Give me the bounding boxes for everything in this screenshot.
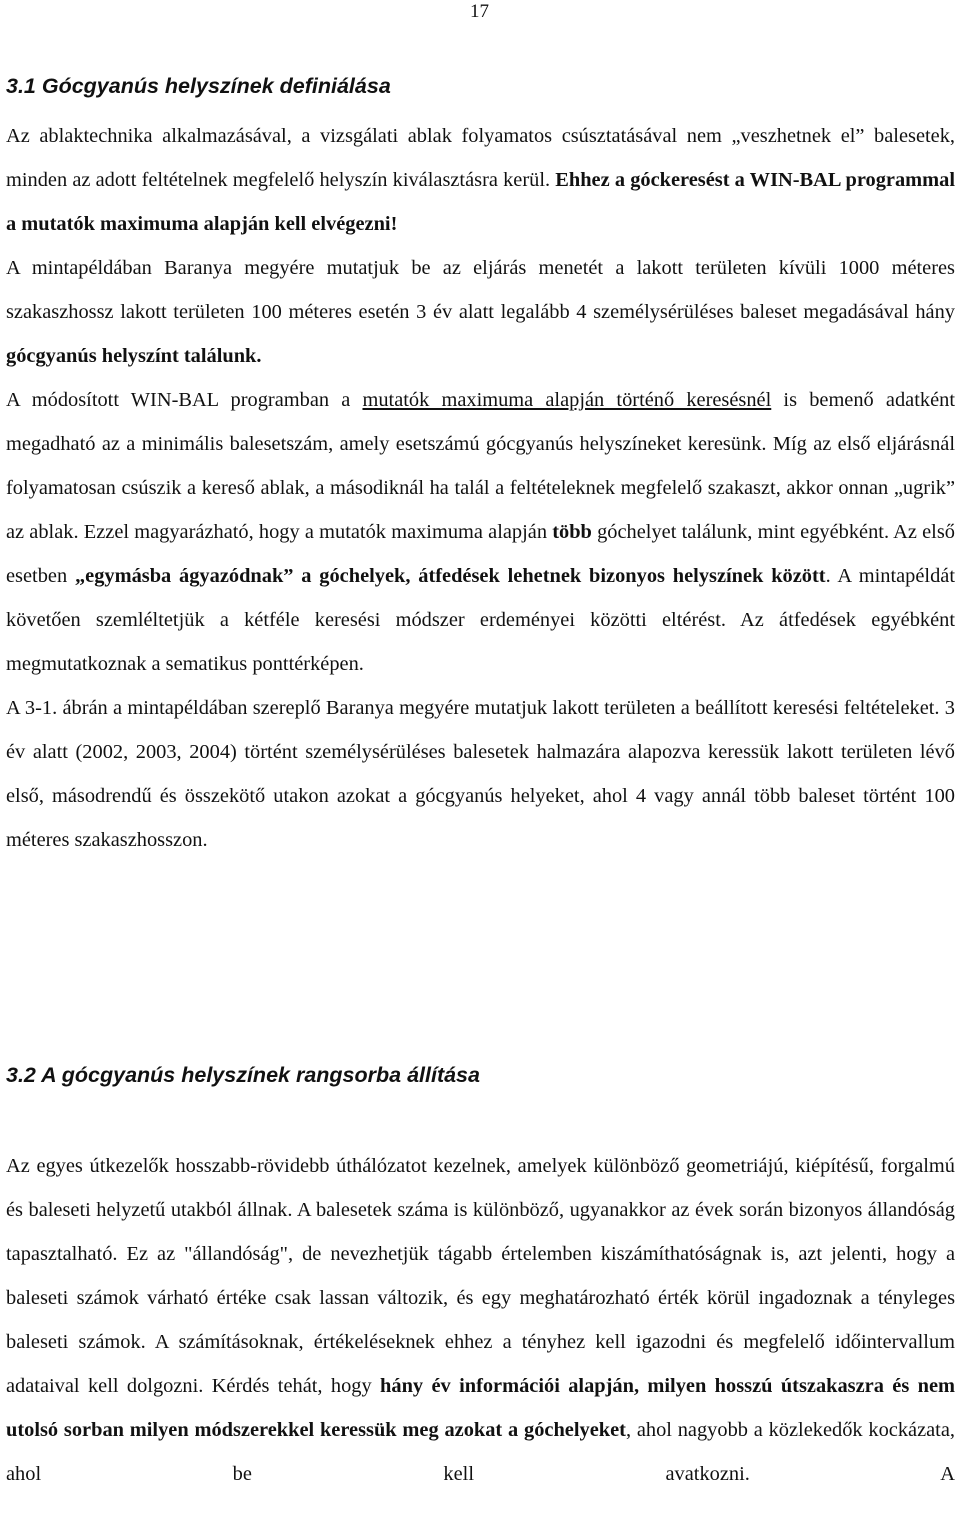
bold-word: több: [552, 521, 592, 543]
paragraph-example: [6, 246, 955, 378]
paragraph-text: . A mintapéldát követően szemléltetjük a kétféle keresési módszer erdeményei közötti eltérést. Az átfedések egyébként megmutatkoznak a sematikus ponttérképen.: [6, 565, 955, 675]
paragraph-text: Az ablaktechnika alkalmazásával, a vizsgálati ablak folyamatos csúsztatásával nem „veszhetnek el” balesetek, minden az adott feltételnek megfelelő helyszín kiválasztásra kerül.: [6, 125, 955, 191]
paragraph-text: góchelyet találunk, mint egyébként. Az első esetben: [6, 521, 955, 587]
bold-phrase: gócgyanús helyszínt találunk.: [6, 345, 262, 367]
section-3-1-body: [6, 114, 955, 862]
bold-phrase: hány év információi alapján, milyen hosszú útszakaszra és nem utolsó sorban milyen módszerekkel keressük meg azokat a góchelyeket: [6, 1375, 955, 1441]
paragraph-figure-reference: A 3-1. ábrán a mintapéldában szereplő Baranya megyére mutatjuk lakott területen a beállított keresési feltételeket. 3 év alatt (2002, 2003, 2004) történt személysérüléses balesetek halmazára alapozva keressük lakott területen lévő első, másodrendű és összekötő utakon azokat a gócgyanús helyeket, ahol 4 vagy annál több baleset történt 100 méteres szakaszhosszon.: [6, 697, 955, 851]
paragraph-road-managers: [6, 1144, 955, 1496]
paragraph-window-technique: [6, 114, 955, 246]
paragraph-text: Az egyes útkezelők hosszabb-rövidebb úthálózatot kezelnek, amelyek különböző geometriájú, kiépítésű, forgalmú és baleseti helyzetű utakból állnak. A balesetek száma is különböző, ugyanakkor az évek során bizonyos állandóság tapasztalható. Ez az "állandóság", de nevezhetjük tágabb értelemben kiszámíthatóságnak is, azt jelenti, hogy a baleseti számok várható értéke csak lassan változik, és egy meghatározható érték körül ingadoznak a tényleges baleseti számok. A számításoknak, értékeléseknek ehhez a tényhez kell igazodni és megfelelő időintervallum adataival kell dolgozni. Kérdés tehát, hogy: [6, 1155, 955, 1397]
bold-phrase: „egymásba ágyazódnak” a góchelyek, átfedések lehetnek bizonyos helyszínek között: [74, 565, 826, 587]
paragraph-text: A mintapéldában Baranya megyére mutatjuk be az eljárás menetét a lakott területen kívüli 1000 méteres szakaszhossz lakott területen 100 méteres esetén 3 év alatt legalább 4 személysérüléses baleset megadásával hány: [6, 257, 955, 323]
page-number: 17: [470, 1, 489, 22]
section-heading-3-1: 3.1 Gócgyanús helyszínek definiálása: [6, 74, 391, 98]
bold-instruction: Ehhez a góckeresést a WIN-BAL programmal a mutatók maximuma alapján kell elvégezni!: [6, 169, 955, 235]
paragraph-text: A módosított WIN-BAL programban a: [6, 389, 363, 411]
paragraph-text: , ahol nagyobb a közlekedők kockázata, ahol be kell avatkozni. A: [6, 1419, 955, 1485]
section-3-2-body: [6, 1144, 955, 1496]
underlined-phrase: mutatók maximuma alapján történő keresésnél: [362, 389, 772, 411]
paragraph-modified-program: [6, 378, 955, 686]
section-heading-3-2: 3.2 A gócgyanús helyszínek rangsorba állítása: [6, 1063, 480, 1087]
paragraph-text: is bemenő adatként megadható az a minimális balesetszám, amely esetszámú gócgyanús helyszíneket keresünk. Míg az első eljárásnál folyamatosan csúszik a kereső ablak, a másodiknál ha talál a feltételeknek megfelelő szakaszt, akkor onnan „ugrik” az ablak. Ezzel magyarázható, hogy a mutatók maximuma alapján: [6, 389, 955, 543]
